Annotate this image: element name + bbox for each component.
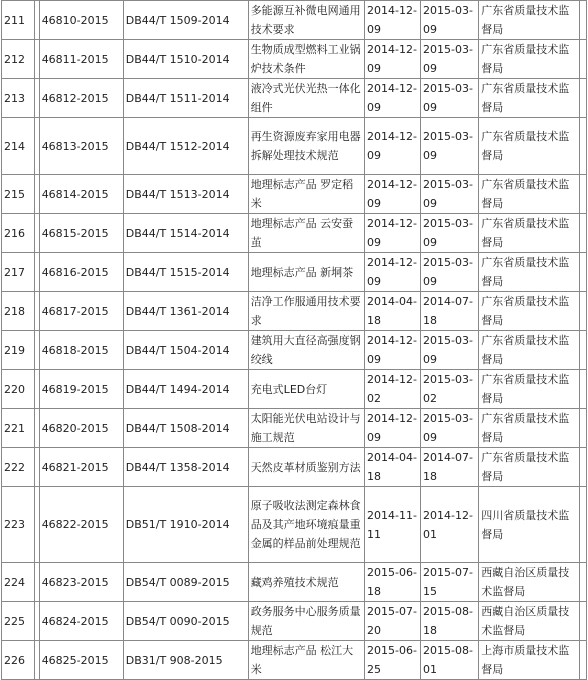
row-number-cell [2,602,35,641]
issuing-authority-cell [479,175,580,214]
row-number-cell [2,487,35,563]
issue-date: 2014-12-09 [367,178,417,210]
registration-number: 46821-2015 [41,460,109,474]
spacer-cell-cell [580,370,587,409]
row-number: 224 [4,575,25,589]
row-number: 213 [4,91,25,105]
effective-date-cell [421,448,479,487]
standard-code-cell [123,409,248,448]
standard-code: DB44/T 1504-2014 [125,343,230,357]
row-number: 223 [4,518,25,531]
registration-number: 46811-2015 [41,52,109,66]
registration-number-cell [39,118,123,175]
effective-date-cell [421,40,479,79]
effective-date-cell [421,370,479,409]
table-row [2,448,587,487]
registration-number: 46815-2015 [41,226,109,240]
effective-date: 2015-03-02 [423,373,473,405]
row-number: 218 [4,304,25,318]
row-number: 220 [4,382,25,396]
standard-code-cell [123,253,248,292]
standard-name-cell [248,40,364,79]
registration-number: 46812-2015 [41,91,109,105]
standard-code: DB44/T 1510-2014 [125,52,230,66]
issuing-authority-cell [479,487,580,563]
standard-name: 地理标志产品 松江大米 [250,644,354,676]
row-number-cell [2,563,35,602]
effective-date-cell [421,253,479,292]
issue-date: 2014-12-09 [367,82,417,114]
effective-date: 2015-03-09 [423,82,473,114]
row-number-cell [2,253,35,292]
standard-name: 地理标志产品 云安蚕茧 [250,217,354,249]
issue-date: 2014-12-09 [367,217,417,249]
row-number-cell [2,448,35,487]
issue-date-cell [365,175,421,214]
issue-date-cell [365,79,421,118]
issuing-authority-cell [479,602,580,641]
registration-number: 46813-2015 [41,139,109,153]
table-row [2,118,587,175]
standard-name: 政务服务中心服务质量规范 [250,605,361,637]
standard-code: DB51/T 1910-2014 [125,518,230,531]
standard-name-cell [248,175,364,214]
registration-number: 46819-2015 [41,382,109,396]
standard-code-cell [123,1,248,40]
spacer-cell-cell [580,1,587,40]
issuing-authority-cell [479,641,580,680]
effective-date: 2015-03-09 [423,217,473,249]
issue-date-cell [365,40,421,79]
effective-date-cell [421,563,479,602]
registration-number: 46810-2015 [41,13,109,27]
row-number-cell [2,1,35,40]
effective-date: 2015-08-01 [423,644,473,676]
registration-number-cell [39,487,123,563]
issue-date: 2014-04-18 [367,451,417,483]
registration-number: 46823-2015 [41,575,109,589]
issuing-authority: 广东省质量技术监督局 [481,178,570,210]
table-row [2,409,587,448]
spacer-cell-cell [580,292,587,331]
row-number-cell [2,40,35,79]
standard-code-cell [123,602,248,641]
effective-date: 2015-07-15 [423,566,473,598]
standard-code: DB44/T 1515-2014 [125,265,230,279]
standard-code-cell [123,331,248,370]
issuing-authority-cell [479,292,580,331]
issuing-authority: 上海市质量技术监督局 [481,644,570,676]
table-row [2,641,587,680]
table-row [2,331,587,370]
standard-name-cell [248,448,364,487]
issue-date: 2014-12-09 [367,334,417,366]
registration-number-cell [39,175,123,214]
row-number-cell [2,214,35,253]
issuing-authority-cell [479,40,580,79]
row-number: 214 [4,139,25,153]
standard-name-cell [248,370,364,409]
standard-code-cell [123,79,248,118]
issue-date-cell [365,641,421,680]
effective-date-cell [421,214,479,253]
standards-table-body [2,1,587,680]
standard-name: 洁净工作服通用技术要求 [250,295,361,327]
issuing-authority-cell [479,253,580,292]
row-number: 225 [4,614,25,628]
issuing-authority-cell [479,448,580,487]
standard-name: 太阳能光伏电站设计与施工规范 [250,412,361,444]
row-number-cell [2,118,35,175]
effective-date: 2014-12-01 [423,508,473,541]
row-number: 211 [4,13,25,27]
standard-name-cell [248,409,364,448]
issuing-authority-cell [479,563,580,602]
table-row [2,79,587,118]
issue-date-cell [365,409,421,448]
issue-date-cell [365,292,421,331]
row-number-cell [2,79,35,118]
standard-code: DB44/T 1514-2014 [125,226,230,240]
effective-date: 2014-07-18 [423,451,473,483]
registration-number-cell [39,602,123,641]
issue-date-cell [365,487,421,563]
standard-code: DB44/T 1511-2014 [125,91,230,105]
issuing-authority: 广东省质量技术监督局 [481,412,570,444]
spacer-cell-cell [580,175,587,214]
registration-number: 46817-2015 [41,304,109,318]
row-number-cell [2,175,35,214]
row-number: 217 [4,265,25,279]
registration-number-cell [39,370,123,409]
spacer-cell-cell [580,214,587,253]
row-number-cell [2,292,35,331]
issue-date: 2014-12-09 [367,412,417,444]
row-number: 216 [4,226,25,240]
issuing-authority-cell [479,214,580,253]
standard-name-cell [248,602,364,641]
issuing-authority: 广东省质量技术监督局 [481,256,570,288]
standard-name-cell [248,253,364,292]
spacer-cell-cell [580,331,587,370]
registration-number: 46822-2015 [41,518,109,531]
spacer-cell-cell [580,563,587,602]
effective-date-cell [421,175,479,214]
registration-number-cell [39,563,123,602]
standard-code: DB54/T 0090-2015 [125,614,230,628]
effective-date-cell [421,79,479,118]
issuing-authority: 四川省质量技术监督局 [481,508,570,541]
issue-date: 2014-12-09 [367,130,417,162]
standard-code: DB44/T 1513-2014 [125,187,230,201]
effective-date-cell [421,331,479,370]
issue-date-cell [365,448,421,487]
table-row [2,487,587,563]
standard-code-cell [123,370,248,409]
issue-date: 2014-12-09 [367,43,417,75]
row-number: 212 [4,52,25,66]
standard-code-cell [123,214,248,253]
issuing-authority-cell [479,1,580,40]
registration-number-cell [39,253,123,292]
table-row [2,175,587,214]
issuing-authority-cell [479,79,580,118]
registration-number: 46820-2015 [41,421,109,435]
row-number-cell [2,409,35,448]
standard-code: DB44/T 1494-2014 [125,382,230,396]
row-number: 226 [4,653,25,667]
standard-code-cell [123,175,248,214]
effective-date: 2015-03-09 [423,4,473,36]
standard-code-cell [123,448,248,487]
issuing-authority: 广东省质量技术监督局 [481,295,570,327]
issuing-authority-cell [479,409,580,448]
issuing-authority-cell [479,370,580,409]
row-number-cell [2,331,35,370]
issuing-authority: 广东省质量技术监督局 [481,451,570,483]
spacer-cell-cell [580,40,587,79]
effective-date-cell [421,487,479,563]
standard-name: 再生资源废弃家用电器拆解处理技术规范 [250,130,361,162]
effective-date: 2015-03-09 [423,256,473,288]
standard-name: 充电式LED台灯 [250,382,328,396]
spacer-cell-cell [580,409,587,448]
issuing-authority: 广东省质量技术监督局 [481,130,570,162]
standard-name: 建筑用大直径高强度钢绞线 [250,334,361,366]
table-row [2,370,587,409]
standard-name-cell [248,487,364,563]
issuing-authority: 广东省质量技术监督局 [481,43,570,75]
issue-date-cell [365,1,421,40]
standard-name: 地理标志产品 新垌茶 [250,265,354,279]
standard-code-cell [123,118,248,175]
effective-date: 2015-08-18 [423,605,473,637]
row-number: 219 [4,343,25,357]
registration-number-cell [39,331,123,370]
standard-code: DB44/T 1512-2014 [125,139,230,153]
table-row [2,602,587,641]
effective-date-cell [421,292,479,331]
row-number: 215 [4,187,25,201]
registration-number: 46825-2015 [41,653,109,667]
standard-code-cell [123,563,248,602]
registration-number-cell [39,1,123,40]
registration-number: 46824-2015 [41,614,109,628]
effective-date: 2015-03-09 [423,412,473,444]
effective-date: 2014-07-18 [423,295,473,327]
issue-date-cell [365,214,421,253]
spacer-cell-cell [580,253,587,292]
standard-code: DB44/T 1508-2014 [125,421,230,435]
effective-date: 2015-03-09 [423,130,473,162]
effective-date-cell [421,118,479,175]
issue-date-cell [365,563,421,602]
issue-date-cell [365,331,421,370]
standard-code-cell [123,487,248,563]
issue-date: 2015-06-25 [367,644,417,676]
standard-code: DB31/T 908-2015 [125,653,223,667]
effective-date: 2015-03-09 [423,334,473,366]
spacer-cell-cell [580,602,587,641]
standard-name: 地理标志产品 罗定稻米 [250,178,354,210]
table-row [2,40,587,79]
spacer-cell-cell [580,641,587,680]
issuing-authority: 广东省质量技术监督局 [481,4,570,36]
issuing-authority: 广东省质量技术监督局 [481,217,570,249]
row-number: 222 [4,460,25,474]
standard-name: 液冷式光伏光热一体化组件 [250,82,361,114]
spacer-cell-cell [580,79,587,118]
effective-date-cell [421,602,479,641]
table-row [2,214,587,253]
standard-name-cell [248,292,364,331]
row-number: 221 [4,421,25,435]
issue-date: 2014-12-02 [367,373,417,405]
standard-name: 原子吸收法测定森林食品及其产地环境痕量重金属的样品前处理规范 [250,499,361,550]
standard-name: 生物质成型燃料工业锅炉技术条件 [250,43,361,75]
standard-code-cell [123,641,248,680]
issuing-authority: 广东省质量技术监督局 [481,82,570,114]
registration-number: 46816-2015 [41,265,109,279]
registration-number-cell [39,292,123,331]
issue-date-cell [365,370,421,409]
registration-number-cell [39,79,123,118]
table-row [2,563,587,602]
issue-date: 2015-07-20 [367,605,417,637]
standards-table [1,0,587,680]
issue-date: 2015-06-18 [367,566,417,598]
issuing-authority: 广东省质量技术监督局 [481,373,570,405]
registration-number: 46814-2015 [41,187,109,201]
registration-number-cell [39,409,123,448]
effective-date-cell [421,1,479,40]
spacer-cell-cell [580,448,587,487]
effective-date-cell [421,409,479,448]
effective-date: 2015-03-09 [423,178,473,210]
issuing-authority: 西藏自治区质量技术监督局 [481,605,570,637]
row-number-cell [2,641,35,680]
standard-name-cell [248,331,364,370]
issue-date-cell [365,602,421,641]
issuing-authority: 西藏自治区质量技术监督局 [481,566,570,598]
issue-date: 2014-04-18 [367,295,417,327]
standard-name-cell [248,214,364,253]
standard-code: DB44/T 1509-2014 [125,13,230,27]
standard-code: DB54/T 0089-2015 [125,575,230,589]
issue-date: 2014-12-09 [367,4,417,36]
standard-name: 多能源互补微电网通用技术要求 [250,4,361,36]
spacer-cell-cell [580,118,587,175]
standard-name: 天然皮革材质鉴别方法 [250,460,361,474]
effective-date-cell [421,641,479,680]
issue-date-cell [365,253,421,292]
standard-code-cell [123,292,248,331]
standard-code: DB44/T 1358-2014 [125,460,230,474]
spacer-cell-cell [580,487,587,563]
effective-date: 2015-03-09 [423,43,473,75]
standard-name-cell [248,1,364,40]
table-row [2,292,587,331]
standard-code: DB44/T 1361-2014 [125,304,230,318]
registration-number: 46818-2015 [41,343,109,357]
standard-name: 藏鸡养殖技术规范 [250,575,339,589]
issuing-authority: 广东省质量技术监督局 [481,334,570,366]
standard-name-cell [248,118,364,175]
registration-number-cell [39,641,123,680]
standard-code-cell [123,40,248,79]
issue-date: 2014-11-11 [367,508,417,541]
standard-name-cell [248,79,364,118]
issuing-authority-cell [479,331,580,370]
issue-date-cell [365,118,421,175]
registration-number-cell [39,448,123,487]
registration-number-cell [39,214,123,253]
issuing-authority-cell [479,118,580,175]
standard-name-cell [248,563,364,602]
issue-date: 2014-12-09 [367,256,417,288]
standard-name-cell [248,641,364,680]
registration-number-cell [39,40,123,79]
row-number-cell [2,370,35,409]
table-row [2,253,587,292]
table-row [2,1,587,40]
